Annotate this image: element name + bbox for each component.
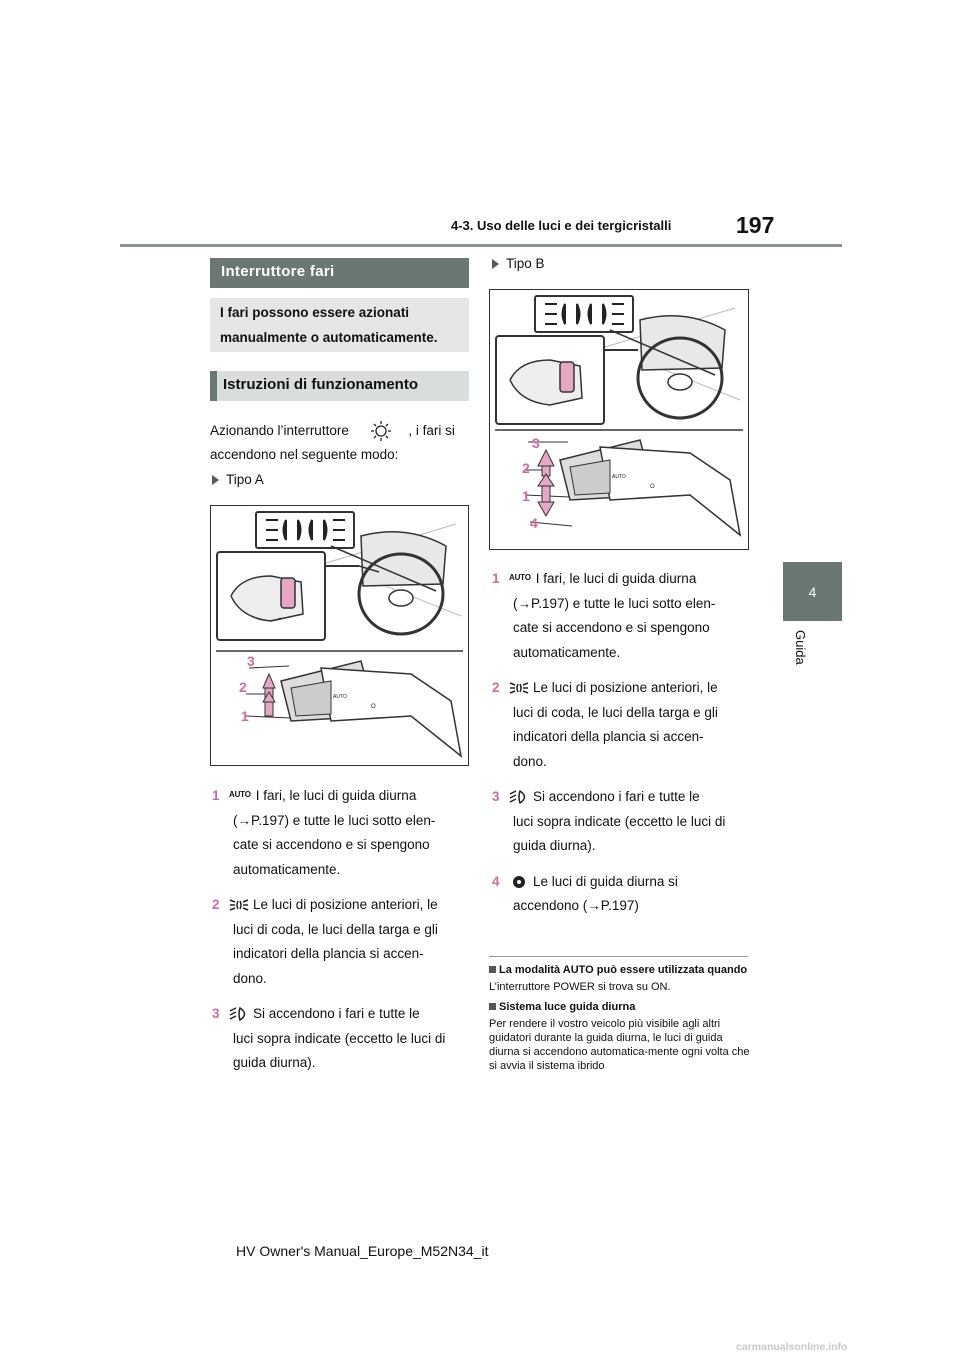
switch-off-label: O <box>650 484 655 490</box>
item-line: Si accendono i fari e tutte le <box>533 789 700 804</box>
tipo-b-text: Tipo B <box>506 256 545 271</box>
chapter-label: Guida <box>793 630 808 665</box>
section-header: 4-3. Uso delle luci e dei tergicristalli <box>451 218 672 233</box>
note-title-text: Sistema luce guida diurna <box>499 1001 636 1013</box>
item-line: dono. <box>233 970 267 986</box>
low-beam-icon <box>509 789 529 805</box>
figure-tipo-a <box>210 505 469 766</box>
item-number: 1 <box>212 788 220 803</box>
headlight-switch-icon <box>363 421 399 441</box>
illustration-dashboard-b <box>490 290 748 549</box>
watermark[interactable]: carmanualsonline.info <box>736 1341 848 1353</box>
item-number: 1 <box>492 571 500 586</box>
note-title <box>489 963 751 977</box>
auto-icon: AUTO <box>229 790 251 799</box>
item-number: 3 <box>212 1006 220 1021</box>
chapter-tab[interactable] <box>783 562 842 621</box>
figure-tipo-b <box>489 289 749 550</box>
footer: HV Owner's Manual_Europe_M52N34_it <box>236 1243 489 1259</box>
tipo-a-label <box>212 472 264 487</box>
item-number: 3 <box>492 789 500 804</box>
item-line: luci di coda, le luci della targa e gli <box>513 704 718 720</box>
item-line: guida diurna). <box>233 1055 316 1070</box>
daytime-running-light-icon <box>509 874 529 890</box>
item-line: luci di coda, le luci della targa e gli <box>233 921 438 937</box>
switch-auto-label: AUTO <box>612 474 626 480</box>
arrow-icon <box>212 475 219 485</box>
notes-section <box>489 963 751 1079</box>
fig-b-num-1: 1 <box>522 488 530 504</box>
position-lights-icon <box>509 681 529 695</box>
list-item <box>212 893 477 991</box>
item-line: automaticamente. <box>513 644 621 660</box>
item-line: accendono (→P.197) <box>513 898 639 913</box>
list-item <box>492 676 757 774</box>
item-number: 2 <box>212 897 220 912</box>
body-text-before: Azionando l’interruttore <box>210 423 349 438</box>
square-bullet-icon <box>489 966 496 973</box>
list-item <box>492 870 757 919</box>
chapter-number: 4 <box>808 583 817 600</box>
intro-box: I fari possono essere azionati manualmente o automaticamente. <box>210 298 469 352</box>
tipo-b-label <box>492 256 545 271</box>
switch-auto-label: AUTO <box>333 694 347 700</box>
auto-icon: AUTO <box>509 573 531 582</box>
body-text-line2: accendono nel seguente modo: <box>210 447 399 462</box>
list-item <box>212 783 477 882</box>
subsection-title: Istruzioni di funzionamento <box>210 371 469 401</box>
switch-off-label: O <box>371 704 376 710</box>
note-body: L’interruttore POWER si trova su ON. <box>489 981 671 993</box>
item-line: cate si accendono e si spengono <box>233 837 430 852</box>
item-line: Le luci di posizione anteriori, le <box>253 897 438 912</box>
list-item <box>492 566 757 665</box>
item-line: (→P.197) e tutte le luci sotto elen- <box>233 812 436 828</box>
fig-b-num-2: 2 <box>522 460 530 476</box>
item-number: 4 <box>492 873 500 889</box>
item-number: 2 <box>492 680 500 695</box>
tipo-a-text: Tipo A <box>226 472 264 487</box>
note-title <box>489 1000 751 1014</box>
item-line: dono. <box>513 753 547 769</box>
list-item <box>492 785 757 859</box>
body-text-after: , i fari si <box>408 423 455 438</box>
item-line: Le luci di guida diurna si <box>533 873 678 889</box>
page-number: 197 <box>736 212 775 238</box>
illustration-dashboard-a <box>211 506 468 765</box>
fig-a-num-2: 2 <box>239 679 247 695</box>
item-line: luci sopra indicate (eccetto le luci di <box>233 1030 446 1046</box>
item-line: I fari, le luci di guida diurna <box>255 788 417 803</box>
low-beam-icon <box>229 1006 249 1022</box>
item-line: (→P.197) e tutte le luci sotto elen- <box>513 595 716 611</box>
note-body: Per rendere il vostro veicolo più visibile agli altri guidatori durante la guida diurna, le luci di guida diurna si accendono automatica-mente ogni volta che si avvia il sistema ibrido <box>489 1018 750 1072</box>
position-lights-icon <box>229 898 249 912</box>
item-line: luci sopra indicate (eccetto le luci di <box>513 813 726 829</box>
body-paragraph <box>210 419 480 467</box>
item-line: automaticamente. <box>233 861 341 877</box>
item-line: guida diurna). <box>513 838 596 853</box>
item-line: I fari, le luci di guida diurna <box>535 571 697 586</box>
type-b-list <box>492 566 757 930</box>
fig-a-num-1: 1 <box>241 708 249 724</box>
item-line: cate si accendono e si spengono <box>513 620 710 635</box>
list-item <box>212 1002 477 1076</box>
section-title: Interruttore fari <box>210 258 469 288</box>
arrow-icon <box>492 259 499 269</box>
square-bullet-icon <box>489 1003 496 1010</box>
item-line: indicatori della plancia si accen- <box>513 729 704 744</box>
note-title-text: La modalità AUTO può essere utilizzata quando <box>499 964 748 976</box>
item-line: indicatori della plancia si accen- <box>233 946 424 961</box>
item-line: Le luci di posizione anteriori, le <box>533 680 718 695</box>
header-rule <box>120 244 842 247</box>
item-line: Si accendono i fari e tutte le <box>253 1006 420 1021</box>
type-a-list <box>212 783 477 1087</box>
fig-b-num-4: 4 <box>530 515 538 531</box>
fig-b-num-3: 3 <box>532 435 540 451</box>
fig-a-num-3: 3 <box>247 653 255 669</box>
notes-divider <box>489 956 748 957</box>
